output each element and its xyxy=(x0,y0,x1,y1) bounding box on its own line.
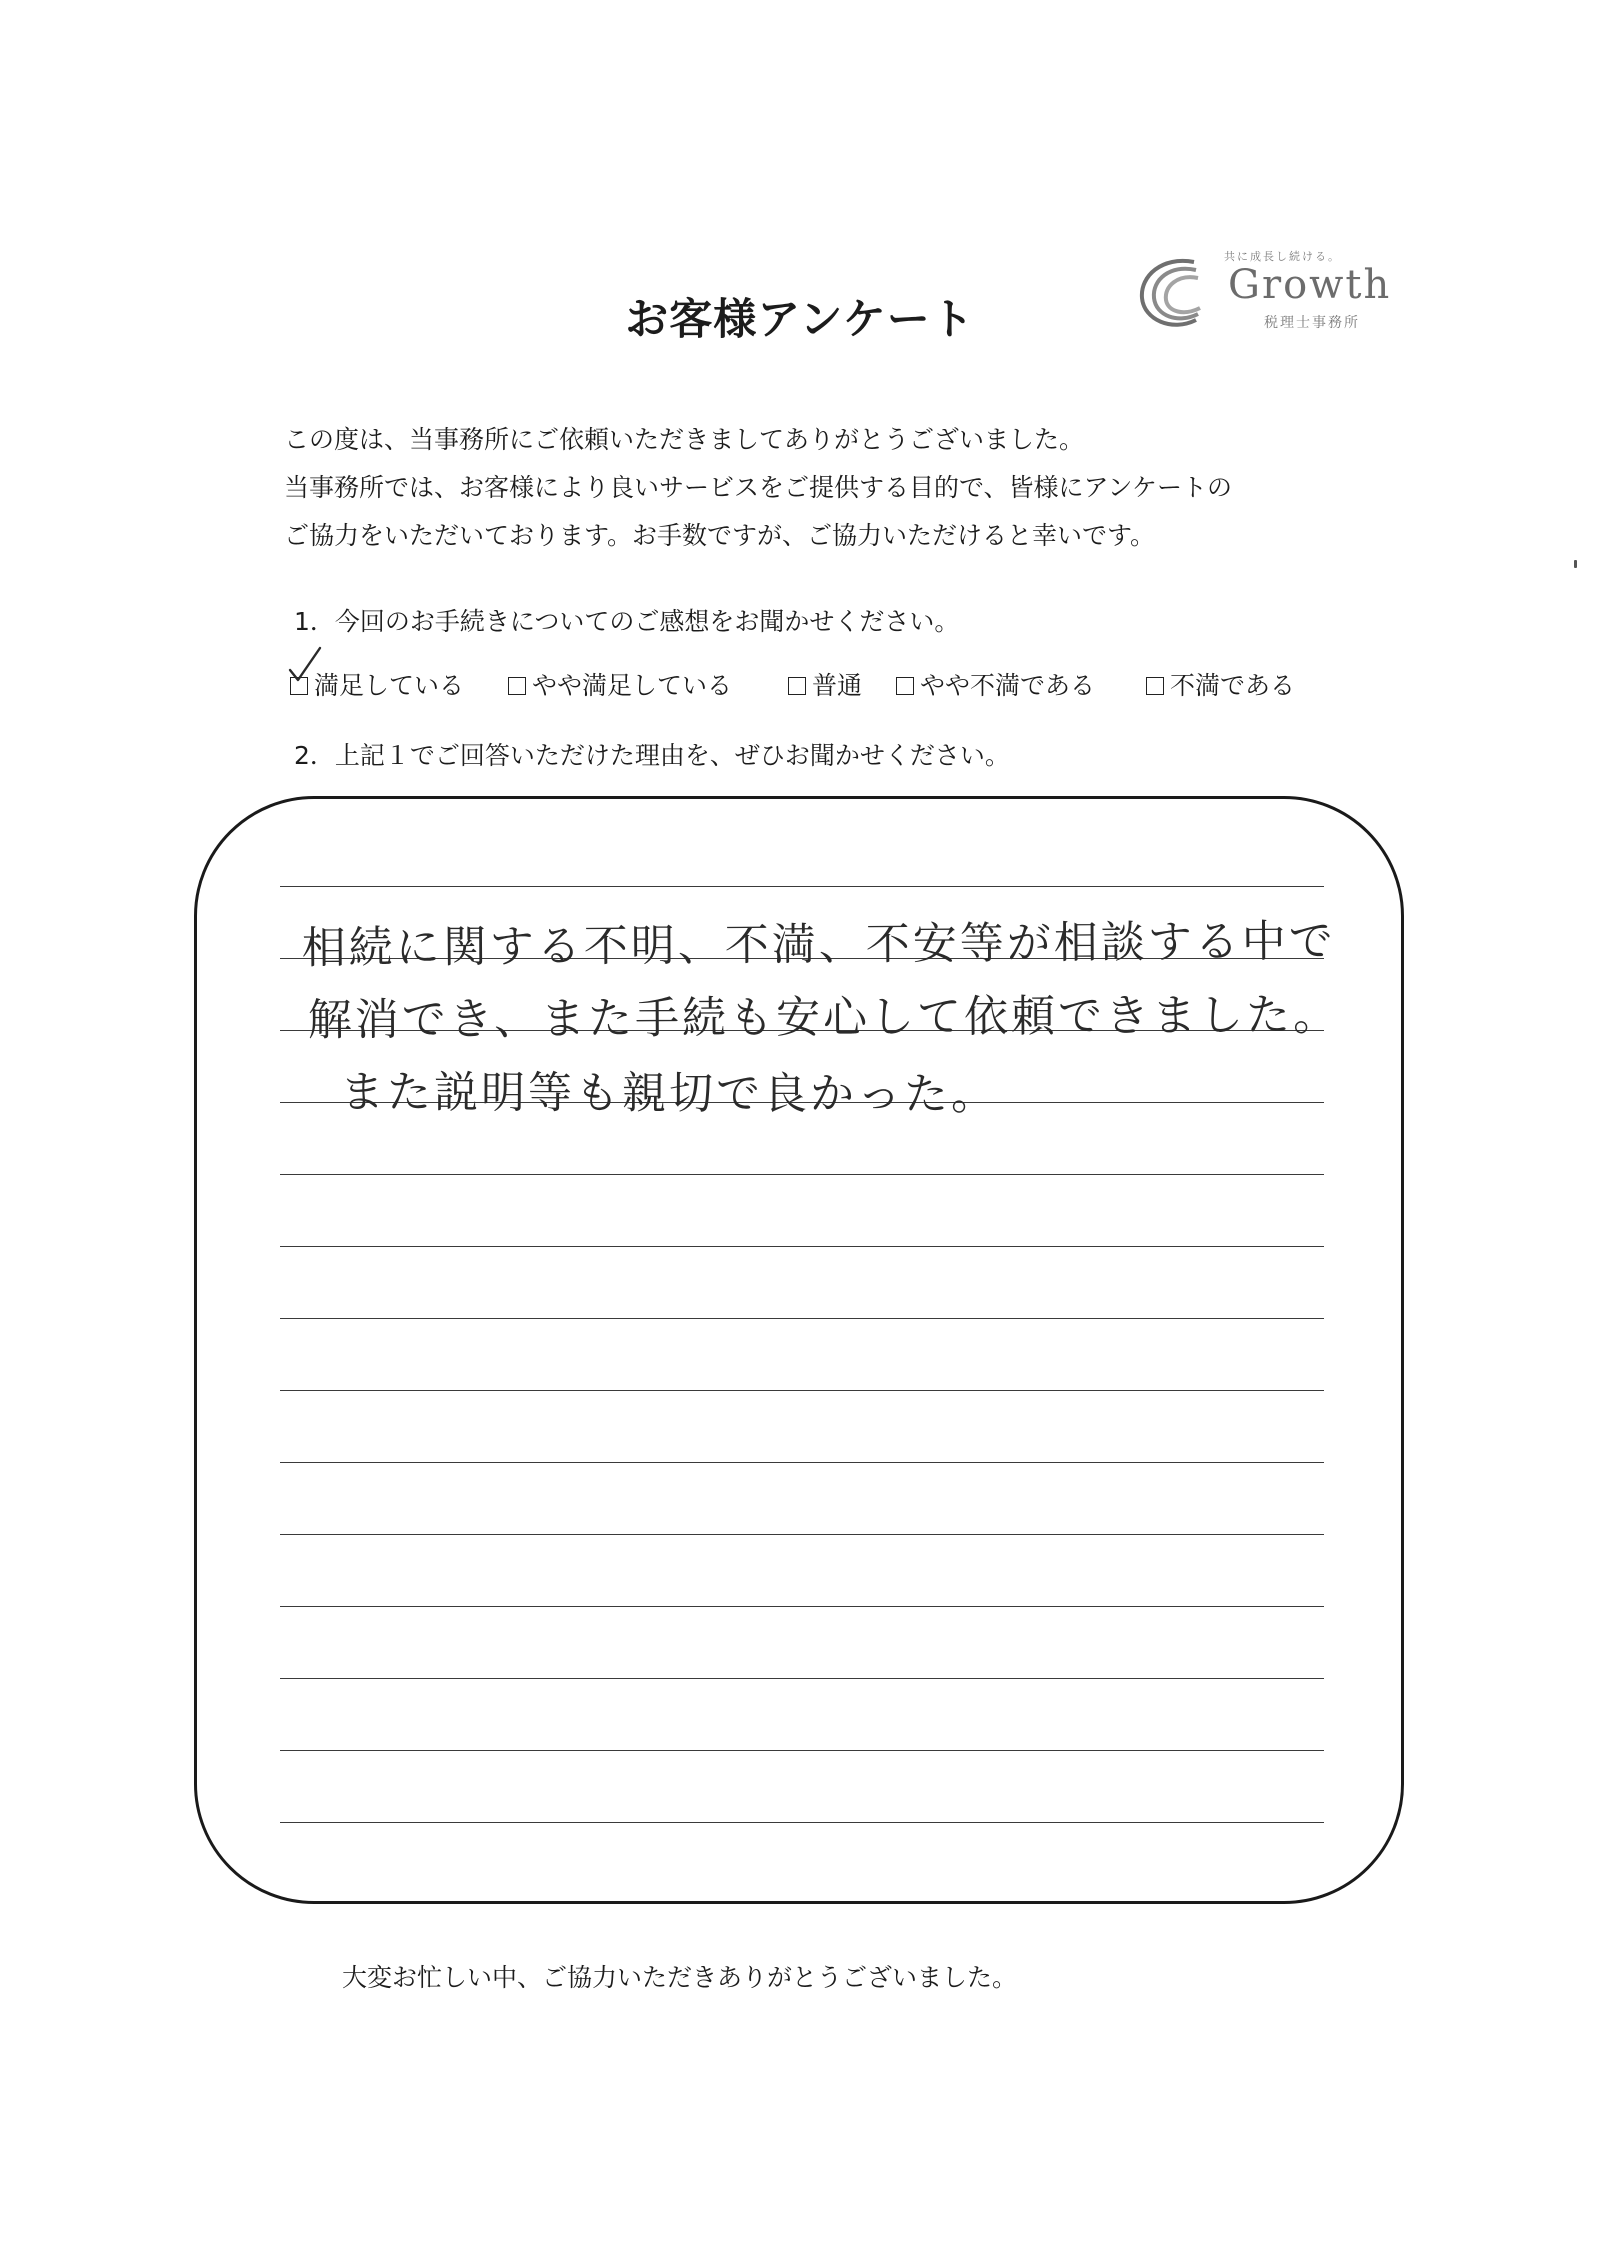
intro-line: ご協力をいただいております。お手数ですが、ご協力いただけると幸いです。 xyxy=(284,521,1156,550)
handwritten-answer-line: 相続に関する不明、不満、不安等が相談する中で xyxy=(301,915,1336,975)
option-neutral[interactable] xyxy=(788,666,862,702)
ruled-line xyxy=(280,1246,1324,1247)
ruled-line xyxy=(280,1678,1324,1679)
logo-tagline: 共に成長し続ける。 xyxy=(1224,250,1341,263)
ruled-line xyxy=(280,886,1324,887)
checkbox[interactable] xyxy=(508,677,526,695)
question-1-text: 1．今回のお手続きについてのご感想をお聞かせください。 xyxy=(294,607,960,636)
option-label: 満足している xyxy=(314,671,465,700)
question-2-text: 2．上記１でご回答いただけた理由を、ぜひお聞かせください。 xyxy=(294,741,1010,770)
option-label: 不満である xyxy=(1170,671,1296,700)
intro-line: 当事務所では、お客様により良いサービスをご提供する目的で、皆様にアンケートの xyxy=(284,473,1233,502)
checkbox[interactable] xyxy=(1146,677,1164,695)
ruled-line xyxy=(280,1390,1324,1391)
handwritten-answer-line: 解消でき、また手続も安心して依頼できました。 xyxy=(307,989,1341,1046)
option-satisfied[interactable] xyxy=(290,666,464,702)
logo-wordmark: Growth xyxy=(1228,262,1392,308)
check-mark-icon xyxy=(286,646,324,686)
ruled-line xyxy=(280,1822,1324,1823)
option-dissatisfied[interactable] xyxy=(1146,666,1295,702)
scan-speck xyxy=(1574,560,1577,568)
growth-logo xyxy=(1132,248,1392,340)
ruled-line xyxy=(280,1534,1324,1535)
option-label: やや不満である xyxy=(920,671,1096,700)
ruled-line xyxy=(280,1750,1324,1751)
option-label: やや満足している xyxy=(532,671,733,700)
closing-message: 大変お忙しい中、ご協力いただきありがとうございました。 xyxy=(342,1963,1018,1992)
logo-subtitle: 税理士事務所 xyxy=(1264,315,1360,331)
ruled-line xyxy=(280,1606,1324,1607)
checkbox[interactable] xyxy=(788,677,806,695)
checkbox[interactable] xyxy=(896,677,914,695)
ruled-line xyxy=(280,1174,1324,1175)
intro-line: この度は、当事務所にご依頼いただきましてありがとうございました。 xyxy=(284,425,1085,454)
swirl-logo-icon xyxy=(1132,250,1224,336)
ruled-line xyxy=(280,1318,1324,1319)
option-label: 普通 xyxy=(812,671,863,700)
page-title: お客様アンケート xyxy=(625,295,975,345)
option-somewhat-dissatisfied[interactable] xyxy=(896,666,1095,702)
handwritten-answer-line: また説明等も親切で良かった。 xyxy=(340,1067,999,1121)
ruled-line xyxy=(280,1462,1324,1463)
option-somewhat-satisfied[interactable] xyxy=(508,666,732,702)
